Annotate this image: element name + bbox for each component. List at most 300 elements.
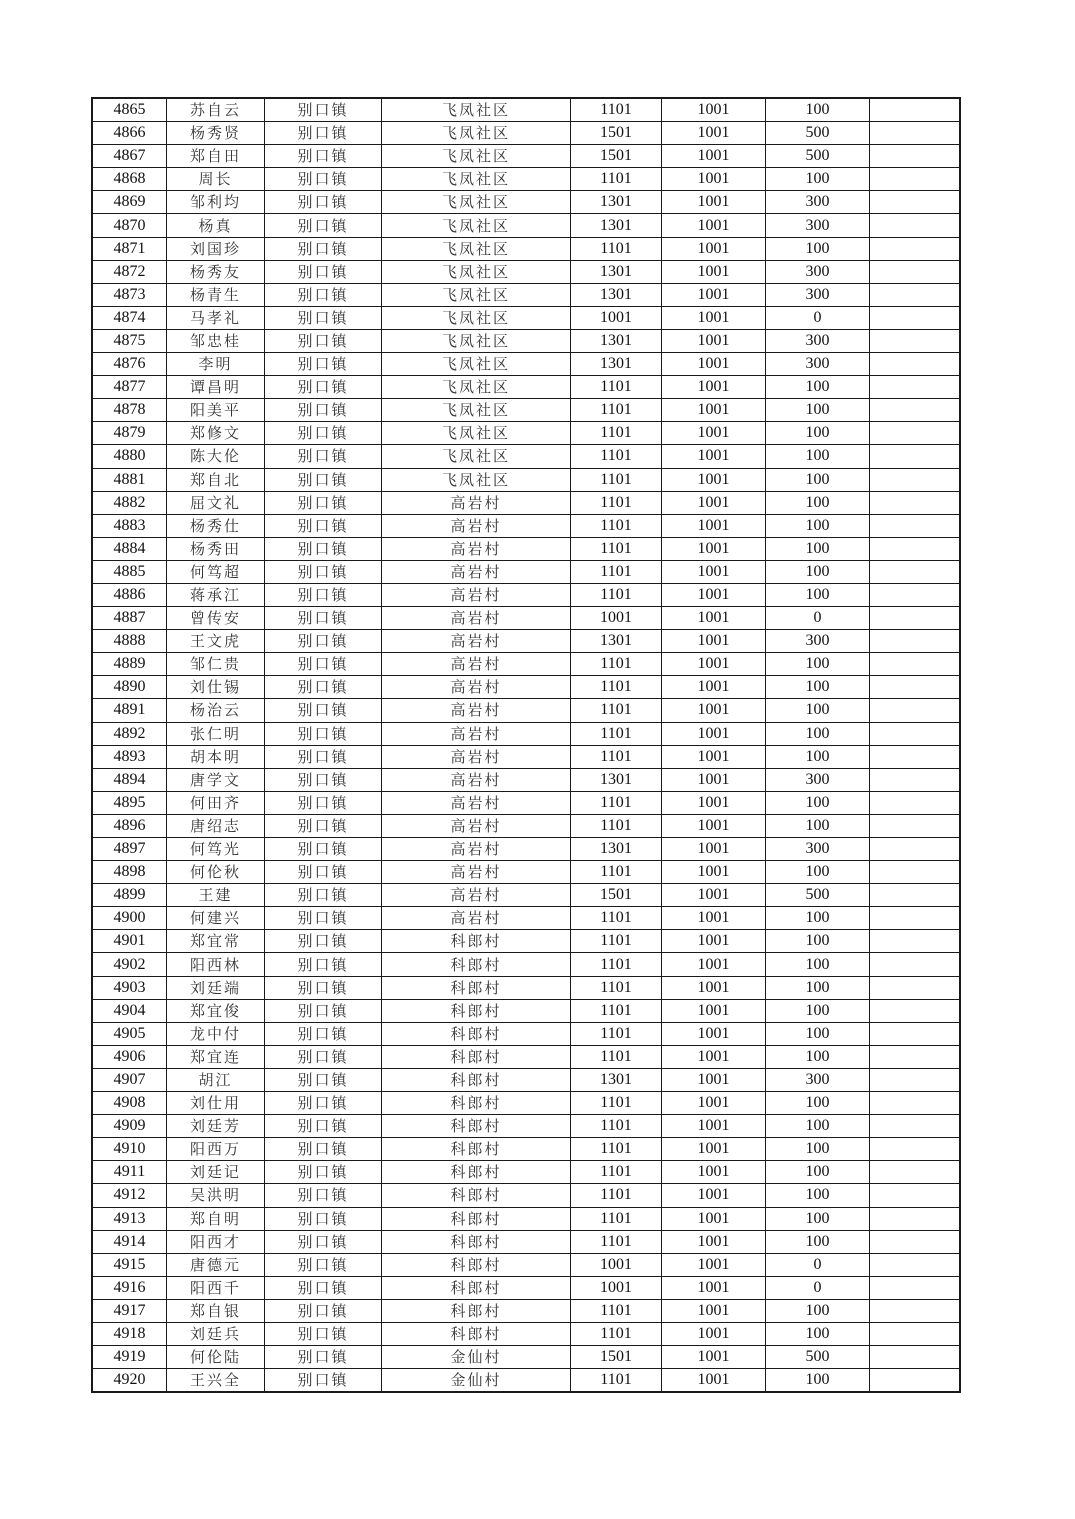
town-cell: 别口镇 <box>265 1115 382 1138</box>
remark-cell <box>870 745 961 768</box>
table-row <box>92 1184 960 1207</box>
remark-cell <box>870 999 961 1022</box>
code-b-cell: 1001 <box>662 722 766 745</box>
code-a-cell: 1301 <box>571 214 662 237</box>
remark-cell <box>870 1322 961 1345</box>
code-a-cell: 1301 <box>571 283 662 306</box>
village-cell: 高岩村 <box>382 814 571 837</box>
code-a-cell: 1101 <box>571 1045 662 1068</box>
name-cell: 陈大伦 <box>167 445 265 468</box>
amount-cell: 100 <box>766 745 870 768</box>
table-row <box>92 537 960 560</box>
village-cell: 高岩村 <box>382 861 571 884</box>
code-b-cell: 1001 <box>662 745 766 768</box>
amount-cell: 0 <box>766 1253 870 1276</box>
code-a-cell: 1501 <box>571 122 662 145</box>
remark-cell <box>870 583 961 606</box>
town-cell: 别口镇 <box>265 676 382 699</box>
town-cell: 别口镇 <box>265 607 382 630</box>
town-cell: 别口镇 <box>265 1276 382 1299</box>
village-cell: 飞凤社区 <box>382 237 571 260</box>
remark-cell <box>870 976 961 999</box>
serial-number-cell: 4908 <box>92 1092 167 1115</box>
code-b-cell: 1001 <box>662 1068 766 1091</box>
table-row <box>92 1322 960 1345</box>
table-row <box>92 122 960 145</box>
town-cell: 别口镇 <box>265 514 382 537</box>
village-cell: 高岩村 <box>382 583 571 606</box>
village-cell: 科郎村 <box>382 1161 571 1184</box>
amount-cell: 300 <box>766 283 870 306</box>
serial-number-cell: 4911 <box>92 1161 167 1184</box>
code-a-cell: 1301 <box>571 353 662 376</box>
town-cell: 别口镇 <box>265 653 382 676</box>
name-cell: 屈文礼 <box>167 491 265 514</box>
name-cell: 苏自云 <box>167 98 265 122</box>
village-cell: 飞凤社区 <box>382 306 571 329</box>
village-cell: 科郎村 <box>382 1022 571 1045</box>
remark-cell <box>870 329 961 352</box>
village-cell: 高岩村 <box>382 676 571 699</box>
amount-cell: 100 <box>766 445 870 468</box>
table-row <box>92 768 960 791</box>
code-b-cell: 1001 <box>662 283 766 306</box>
village-cell: 高岩村 <box>382 514 571 537</box>
town-cell: 别口镇 <box>265 353 382 376</box>
name-cell: 郑宜俊 <box>167 999 265 1022</box>
remark-cell <box>870 168 961 191</box>
serial-number-cell: 4868 <box>92 168 167 191</box>
serial-number-cell: 4894 <box>92 768 167 791</box>
serial-number-cell: 4902 <box>92 953 167 976</box>
serial-number-cell: 4903 <box>92 976 167 999</box>
table-row <box>92 353 960 376</box>
code-b-cell: 1001 <box>662 930 766 953</box>
remark-cell <box>870 1369 961 1393</box>
data-table <box>91 97 961 1393</box>
code-b-cell: 1001 <box>662 353 766 376</box>
name-cell: 杨治云 <box>167 699 265 722</box>
name-cell: 杨秀仕 <box>167 514 265 537</box>
amount-cell: 500 <box>766 145 870 168</box>
village-cell: 金仙村 <box>382 1346 571 1369</box>
serial-number-cell: 4916 <box>92 1276 167 1299</box>
name-cell: 邹利均 <box>167 191 265 214</box>
amount-cell: 100 <box>766 653 870 676</box>
town-cell: 别口镇 <box>265 560 382 583</box>
amount-cell: 100 <box>766 376 870 399</box>
code-a-cell: 1101 <box>571 468 662 491</box>
code-b-cell: 1001 <box>662 1253 766 1276</box>
village-cell: 科郎村 <box>382 1115 571 1138</box>
code-a-cell: 1101 <box>571 1322 662 1345</box>
remark-cell <box>870 306 961 329</box>
code-b-cell: 1001 <box>662 907 766 930</box>
remark-cell <box>870 1138 961 1161</box>
remark-cell <box>870 1045 961 1068</box>
code-a-cell: 1101 <box>571 537 662 560</box>
remark-cell <box>870 861 961 884</box>
amount-cell: 100 <box>766 1022 870 1045</box>
remark-cell <box>870 260 961 283</box>
remark-cell <box>870 676 961 699</box>
remark-cell <box>870 953 961 976</box>
amount-cell: 0 <box>766 607 870 630</box>
table-row <box>92 514 960 537</box>
remark-cell <box>870 907 961 930</box>
amount-cell: 300 <box>766 191 870 214</box>
serial-number-cell: 4910 <box>92 1138 167 1161</box>
code-b-cell: 1001 <box>662 884 766 907</box>
code-a-cell: 1101 <box>571 1115 662 1138</box>
village-cell: 飞凤社区 <box>382 445 571 468</box>
table-row <box>92 1253 960 1276</box>
remark-cell <box>870 191 961 214</box>
code-a-cell: 1301 <box>571 191 662 214</box>
village-cell: 高岩村 <box>382 491 571 514</box>
village-cell: 飞凤社区 <box>382 98 571 122</box>
code-b-cell: 1001 <box>662 699 766 722</box>
serial-number-cell: 4884 <box>92 537 167 560</box>
code-a-cell: 1101 <box>571 1299 662 1322</box>
remark-cell <box>870 537 961 560</box>
table-row <box>92 329 960 352</box>
remark-cell <box>870 491 961 514</box>
table-row <box>92 1022 960 1045</box>
amount-cell: 500 <box>766 1346 870 1369</box>
code-b-cell: 1001 <box>662 653 766 676</box>
town-cell: 别口镇 <box>265 1369 382 1393</box>
code-a-cell: 1101 <box>571 699 662 722</box>
village-cell: 高岩村 <box>382 768 571 791</box>
village-cell: 高岩村 <box>382 653 571 676</box>
serial-number-cell: 4881 <box>92 468 167 491</box>
serial-number-cell: 4901 <box>92 930 167 953</box>
name-cell: 郑自银 <box>167 1299 265 1322</box>
table-row <box>92 399 960 422</box>
code-a-cell: 1001 <box>571 1253 662 1276</box>
amount-cell: 100 <box>766 514 870 537</box>
serial-number-cell: 4875 <box>92 329 167 352</box>
table-row <box>92 560 960 583</box>
town-cell: 别口镇 <box>265 1346 382 1369</box>
remark-cell <box>870 1230 961 1253</box>
name-cell: 何伦秋 <box>167 861 265 884</box>
table-row <box>92 376 960 399</box>
code-a-cell: 1101 <box>571 953 662 976</box>
code-a-cell: 1501 <box>571 145 662 168</box>
table-row <box>92 791 960 814</box>
table-row <box>92 168 960 191</box>
code-b-cell: 1001 <box>662 1299 766 1322</box>
serial-number-cell: 4865 <box>92 98 167 122</box>
name-cell: 唐绍志 <box>167 814 265 837</box>
town-cell: 别口镇 <box>265 191 382 214</box>
town-cell: 别口镇 <box>265 907 382 930</box>
name-cell: 阳西万 <box>167 1138 265 1161</box>
town-cell: 别口镇 <box>265 237 382 260</box>
code-b-cell: 1001 <box>662 791 766 814</box>
table-row <box>92 607 960 630</box>
code-b-cell: 1001 <box>662 260 766 283</box>
remark-cell <box>870 838 961 861</box>
amount-cell: 100 <box>766 560 870 583</box>
name-cell: 邹忠桂 <box>167 329 265 352</box>
serial-number-cell: 4898 <box>92 861 167 884</box>
code-b-cell: 1001 <box>662 676 766 699</box>
amount-cell: 100 <box>766 999 870 1022</box>
town-cell: 别口镇 <box>265 445 382 468</box>
table-row <box>92 699 960 722</box>
amount-cell: 100 <box>766 468 870 491</box>
remark-cell <box>870 214 961 237</box>
name-cell: 蒋承江 <box>167 583 265 606</box>
name-cell: 刘廷记 <box>167 1161 265 1184</box>
village-cell: 科郎村 <box>382 1138 571 1161</box>
remark-cell <box>870 1299 961 1322</box>
village-cell: 高岩村 <box>382 907 571 930</box>
serial-number-cell: 4867 <box>92 145 167 168</box>
serial-number-cell: 4914 <box>92 1230 167 1253</box>
name-cell: 吴洪明 <box>167 1184 265 1207</box>
table-row <box>92 583 960 606</box>
code-b-cell: 1001 <box>662 1230 766 1253</box>
town-cell: 别口镇 <box>265 745 382 768</box>
name-cell: 何建兴 <box>167 907 265 930</box>
village-cell: 科郎村 <box>382 1068 571 1091</box>
serial-number-cell: 4886 <box>92 583 167 606</box>
table-row <box>92 653 960 676</box>
name-cell: 谭昌明 <box>167 376 265 399</box>
code-a-cell: 1101 <box>571 676 662 699</box>
name-cell: 唐德元 <box>167 1253 265 1276</box>
remark-cell <box>870 283 961 306</box>
table-row <box>92 237 960 260</box>
remark-cell <box>870 630 961 653</box>
table-row <box>92 1045 960 1068</box>
town-cell: 别口镇 <box>265 537 382 560</box>
code-a-cell: 1101 <box>571 1138 662 1161</box>
code-a-cell: 1101 <box>571 930 662 953</box>
amount-cell: 100 <box>766 583 870 606</box>
village-cell: 飞凤社区 <box>382 283 571 306</box>
town-cell: 别口镇 <box>265 976 382 999</box>
name-cell: 刘廷兵 <box>167 1322 265 1345</box>
code-b-cell: 1001 <box>662 422 766 445</box>
name-cell: 王建 <box>167 884 265 907</box>
code-a-cell: 1301 <box>571 630 662 653</box>
code-a-cell: 1101 <box>571 1184 662 1207</box>
remark-cell <box>870 237 961 260</box>
code-a-cell: 1001 <box>571 306 662 329</box>
remark-cell <box>870 791 961 814</box>
code-a-cell: 1101 <box>571 560 662 583</box>
town-cell: 别口镇 <box>265 630 382 653</box>
amount-cell: 300 <box>766 353 870 376</box>
serial-number-cell: 4872 <box>92 260 167 283</box>
serial-number-cell: 4920 <box>92 1369 167 1393</box>
town-cell: 别口镇 <box>265 1161 382 1184</box>
table-row <box>92 976 960 999</box>
amount-cell: 100 <box>766 1161 870 1184</box>
code-b-cell: 1001 <box>662 607 766 630</box>
table-row <box>92 191 960 214</box>
serial-number-cell: 4871 <box>92 237 167 260</box>
serial-number-cell: 4870 <box>92 214 167 237</box>
town-cell: 别口镇 <box>265 306 382 329</box>
name-cell: 王兴全 <box>167 1369 265 1393</box>
amount-cell: 500 <box>766 884 870 907</box>
code-a-cell: 1101 <box>571 791 662 814</box>
table-row <box>92 838 960 861</box>
code-b-cell: 1001 <box>662 999 766 1022</box>
code-b-cell: 1001 <box>662 1346 766 1369</box>
town-cell: 别口镇 <box>265 214 382 237</box>
serial-number-cell: 4887 <box>92 607 167 630</box>
town-cell: 别口镇 <box>265 1138 382 1161</box>
name-cell: 王文虎 <box>167 630 265 653</box>
town-cell: 别口镇 <box>265 260 382 283</box>
code-a-cell: 1501 <box>571 1346 662 1369</box>
town-cell: 别口镇 <box>265 884 382 907</box>
code-a-cell: 1101 <box>571 999 662 1022</box>
code-a-cell: 1101 <box>571 98 662 122</box>
code-b-cell: 1001 <box>662 560 766 583</box>
code-a-cell: 1101 <box>571 861 662 884</box>
table-row <box>92 283 960 306</box>
name-cell: 胡本明 <box>167 745 265 768</box>
village-cell: 飞凤社区 <box>382 468 571 491</box>
table-row <box>92 1115 960 1138</box>
remark-cell <box>870 930 961 953</box>
town-cell: 别口镇 <box>265 930 382 953</box>
town-cell: 别口镇 <box>265 953 382 976</box>
serial-number-cell: 4904 <box>92 999 167 1022</box>
amount-cell: 100 <box>766 953 870 976</box>
town-cell: 别口镇 <box>265 583 382 606</box>
town-cell: 别口镇 <box>265 1230 382 1253</box>
code-a-cell: 1101 <box>571 814 662 837</box>
remark-cell <box>870 722 961 745</box>
village-cell: 科郎村 <box>382 1299 571 1322</box>
name-cell: 刘廷端 <box>167 976 265 999</box>
village-cell: 科郎村 <box>382 930 571 953</box>
name-cell: 何笃超 <box>167 560 265 583</box>
table-row <box>92 1299 960 1322</box>
code-b-cell: 1001 <box>662 1138 766 1161</box>
amount-cell: 100 <box>766 699 870 722</box>
village-cell: 高岩村 <box>382 722 571 745</box>
amount-cell: 100 <box>766 676 870 699</box>
town-cell: 别口镇 <box>265 399 382 422</box>
name-cell: 阳美平 <box>167 399 265 422</box>
village-cell: 飞凤社区 <box>382 122 571 145</box>
serial-number-cell: 4915 <box>92 1253 167 1276</box>
village-cell: 科郎村 <box>382 1184 571 1207</box>
town-cell: 别口镇 <box>265 491 382 514</box>
town-cell: 别口镇 <box>265 98 382 122</box>
village-cell: 科郎村 <box>382 976 571 999</box>
code-b-cell: 1001 <box>662 583 766 606</box>
name-cell: 何笃光 <box>167 838 265 861</box>
amount-cell: 100 <box>766 399 870 422</box>
town-cell: 别口镇 <box>265 122 382 145</box>
town-cell: 别口镇 <box>265 1022 382 1045</box>
remark-cell <box>870 98 961 122</box>
name-cell: 杨秀友 <box>167 260 265 283</box>
code-a-cell: 1301 <box>571 1068 662 1091</box>
serial-number-cell: 4876 <box>92 353 167 376</box>
table-row <box>92 260 960 283</box>
name-cell: 杨秀贤 <box>167 122 265 145</box>
village-cell: 飞凤社区 <box>382 260 571 283</box>
code-b-cell: 1001 <box>662 768 766 791</box>
code-b-cell: 1001 <box>662 1207 766 1230</box>
serial-number-cell: 4899 <box>92 884 167 907</box>
village-cell: 高岩村 <box>382 537 571 560</box>
code-b-cell: 1001 <box>662 445 766 468</box>
amount-cell: 100 <box>766 791 870 814</box>
name-cell: 曾传安 <box>167 607 265 630</box>
name-cell: 郑自北 <box>167 468 265 491</box>
remark-cell <box>870 607 961 630</box>
amount-cell: 100 <box>766 1092 870 1115</box>
remark-cell <box>870 1346 961 1369</box>
table-row <box>92 630 960 653</box>
serial-number-cell: 4869 <box>92 191 167 214</box>
code-b-cell: 1001 <box>662 329 766 352</box>
village-cell: 高岩村 <box>382 745 571 768</box>
remark-cell <box>870 1207 961 1230</box>
amount-cell: 100 <box>766 537 870 560</box>
table-row <box>92 1276 960 1299</box>
table-row <box>92 1369 960 1393</box>
serial-number-cell: 4873 <box>92 283 167 306</box>
amount-cell: 300 <box>766 838 870 861</box>
remark-cell <box>870 814 961 837</box>
village-cell: 高岩村 <box>382 560 571 583</box>
amount-cell: 100 <box>766 1207 870 1230</box>
code-b-cell: 1001 <box>662 122 766 145</box>
code-b-cell: 1001 <box>662 976 766 999</box>
amount-cell: 100 <box>766 1115 870 1138</box>
name-cell: 张仁明 <box>167 722 265 745</box>
village-cell: 科郎村 <box>382 1045 571 1068</box>
amount-cell: 500 <box>766 122 870 145</box>
table-row <box>92 445 960 468</box>
table-row <box>92 145 960 168</box>
serial-number-cell: 4912 <box>92 1184 167 1207</box>
village-cell: 飞凤社区 <box>382 214 571 237</box>
table-body <box>92 98 960 1392</box>
village-cell: 科郎村 <box>382 953 571 976</box>
table-row <box>92 930 960 953</box>
serial-number-cell: 4919 <box>92 1346 167 1369</box>
amount-cell: 100 <box>766 976 870 999</box>
remark-cell <box>870 399 961 422</box>
code-a-cell: 1101 <box>571 1092 662 1115</box>
table-row <box>92 884 960 907</box>
table-row <box>92 422 960 445</box>
amount-cell: 0 <box>766 1276 870 1299</box>
serial-number-cell: 4883 <box>92 514 167 537</box>
town-cell: 别口镇 <box>265 1207 382 1230</box>
code-b-cell: 1001 <box>662 98 766 122</box>
table-row <box>92 1230 960 1253</box>
remark-cell <box>870 1092 961 1115</box>
serial-number-cell: 4907 <box>92 1068 167 1091</box>
remark-cell <box>870 376 961 399</box>
